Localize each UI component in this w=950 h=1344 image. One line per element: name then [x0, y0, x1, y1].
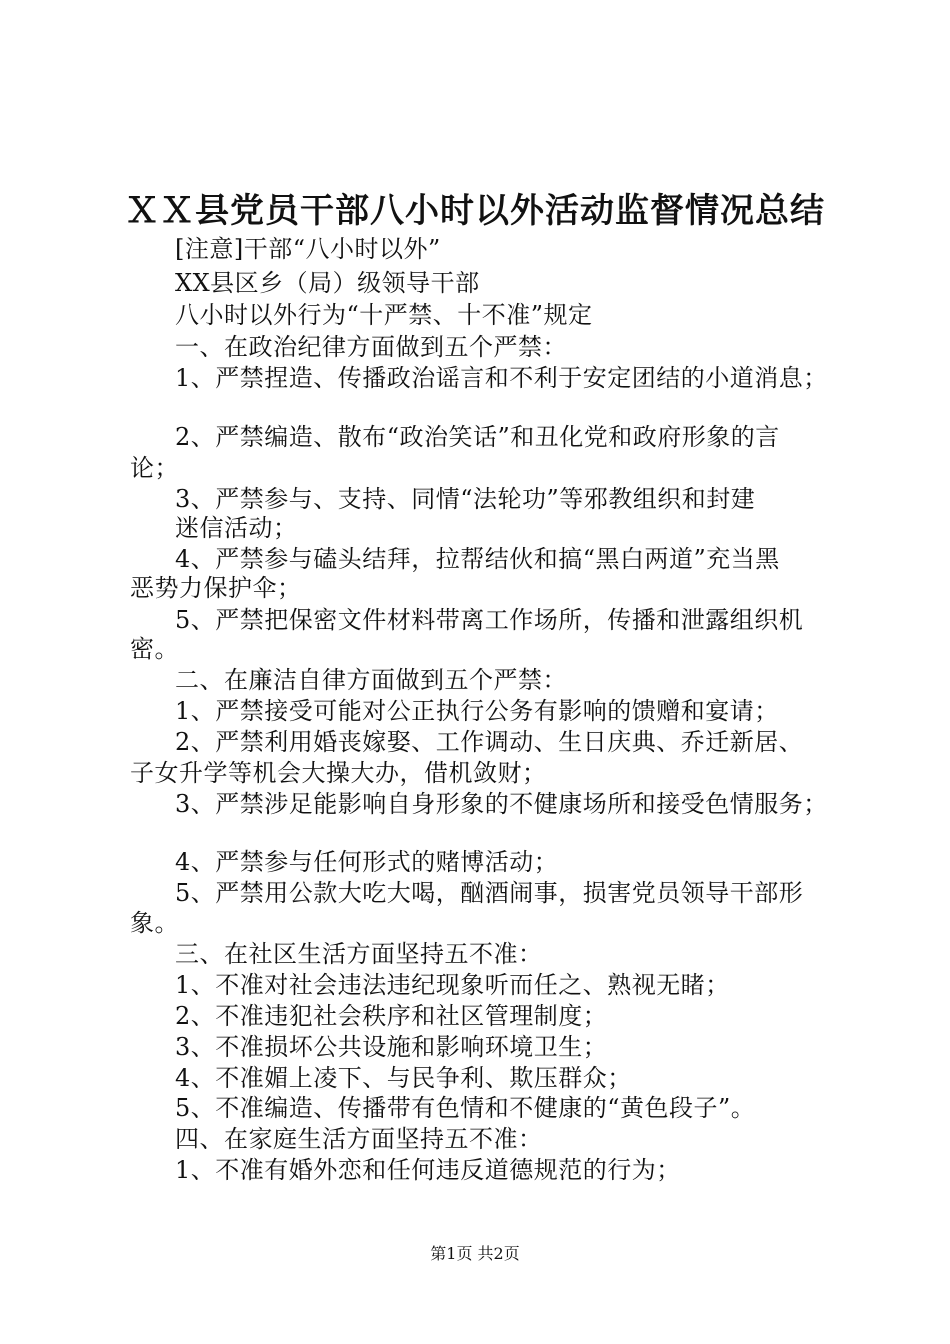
text-line: 迷信活动；: [175, 514, 298, 542]
text-line: 4、严禁参与磕头结拜，拉帮结伙和搞“黑白两道”充当黑: [175, 545, 780, 573]
text-line: 恶势力保护伞；: [130, 574, 302, 602]
section-heading: 二、在廉洁自律方面做到五个严禁：: [175, 666, 567, 694]
text-line: 2、严禁利用婚丧嫁娶、工作调动、生日庆典、乔迁新居、: [175, 728, 804, 756]
text-line: 1、严禁接受可能对公正执行公务有影响的馈赠和宴请；: [175, 697, 779, 725]
text-line: 3、严禁参与、支持、同情“法轮功”等邪教组织和封建: [175, 485, 756, 513]
section-heading: 一、在政治纪律方面做到五个严禁：: [175, 333, 567, 361]
text-line: 5、不准编造、传播带有色情和不健康的“黄色段子”。: [175, 1094, 756, 1122]
document-title: ＸＸ县党员干部八小时以外活动监督情况总结: [125, 191, 825, 231]
page-number: 第1页 共2页: [430, 1244, 520, 1263]
text-line: 2、严禁编造、散布“政治笑话”和丑化党和政府形象的言: [175, 423, 780, 451]
text-line: 2、不准违犯社会秩序和社区管理制度；: [175, 1002, 608, 1030]
text-line: 子女升学等机会大操大办，借机敛财；: [130, 759, 547, 787]
text-line: [注意]干部“八小时以外”: [175, 235, 441, 263]
text-line: 象。: [130, 909, 179, 937]
text-line: 3、严禁涉足能影响自身形象的不健康场所和接受色情服务；: [175, 790, 828, 818]
text-line: 5、严禁用公款大吃大喝，酗酒闹事，损害党员领导干部形: [175, 879, 804, 907]
text-line: 3、不准损坏公共设施和影响环境卫生；: [175, 1033, 608, 1061]
text-line: XX县区乡（局）级领导干部: [175, 269, 480, 297]
section-heading: 四、在家庭生活方面坚持五不准：: [175, 1125, 543, 1153]
text-line: 1、不准对社会违法违纪现象听而任之、熟视无睹；: [175, 971, 730, 999]
text-line: 论；: [130, 454, 179, 482]
text-line: 八小时以外行为“十严禁、十不准”规定: [175, 301, 593, 329]
text-line: 4、严禁参与任何形式的赌博活动；: [175, 848, 559, 876]
text-line: 1、严禁捏造、传播政治谣言和不利于安定团结的小道消息；: [175, 364, 828, 392]
text-line: 密。: [130, 635, 179, 663]
text-line: 4、不准媚上凌下、与民争利、欺压群众；: [175, 1064, 632, 1092]
section-heading: 三、在社区生活方面坚持五不准：: [175, 940, 543, 968]
text-line: 5、严禁把保密文件材料带离工作场所，传播和泄露组织机: [175, 606, 804, 634]
text-line: 1、不准有婚外恋和任何违反道德规范的行为；: [175, 1156, 681, 1184]
